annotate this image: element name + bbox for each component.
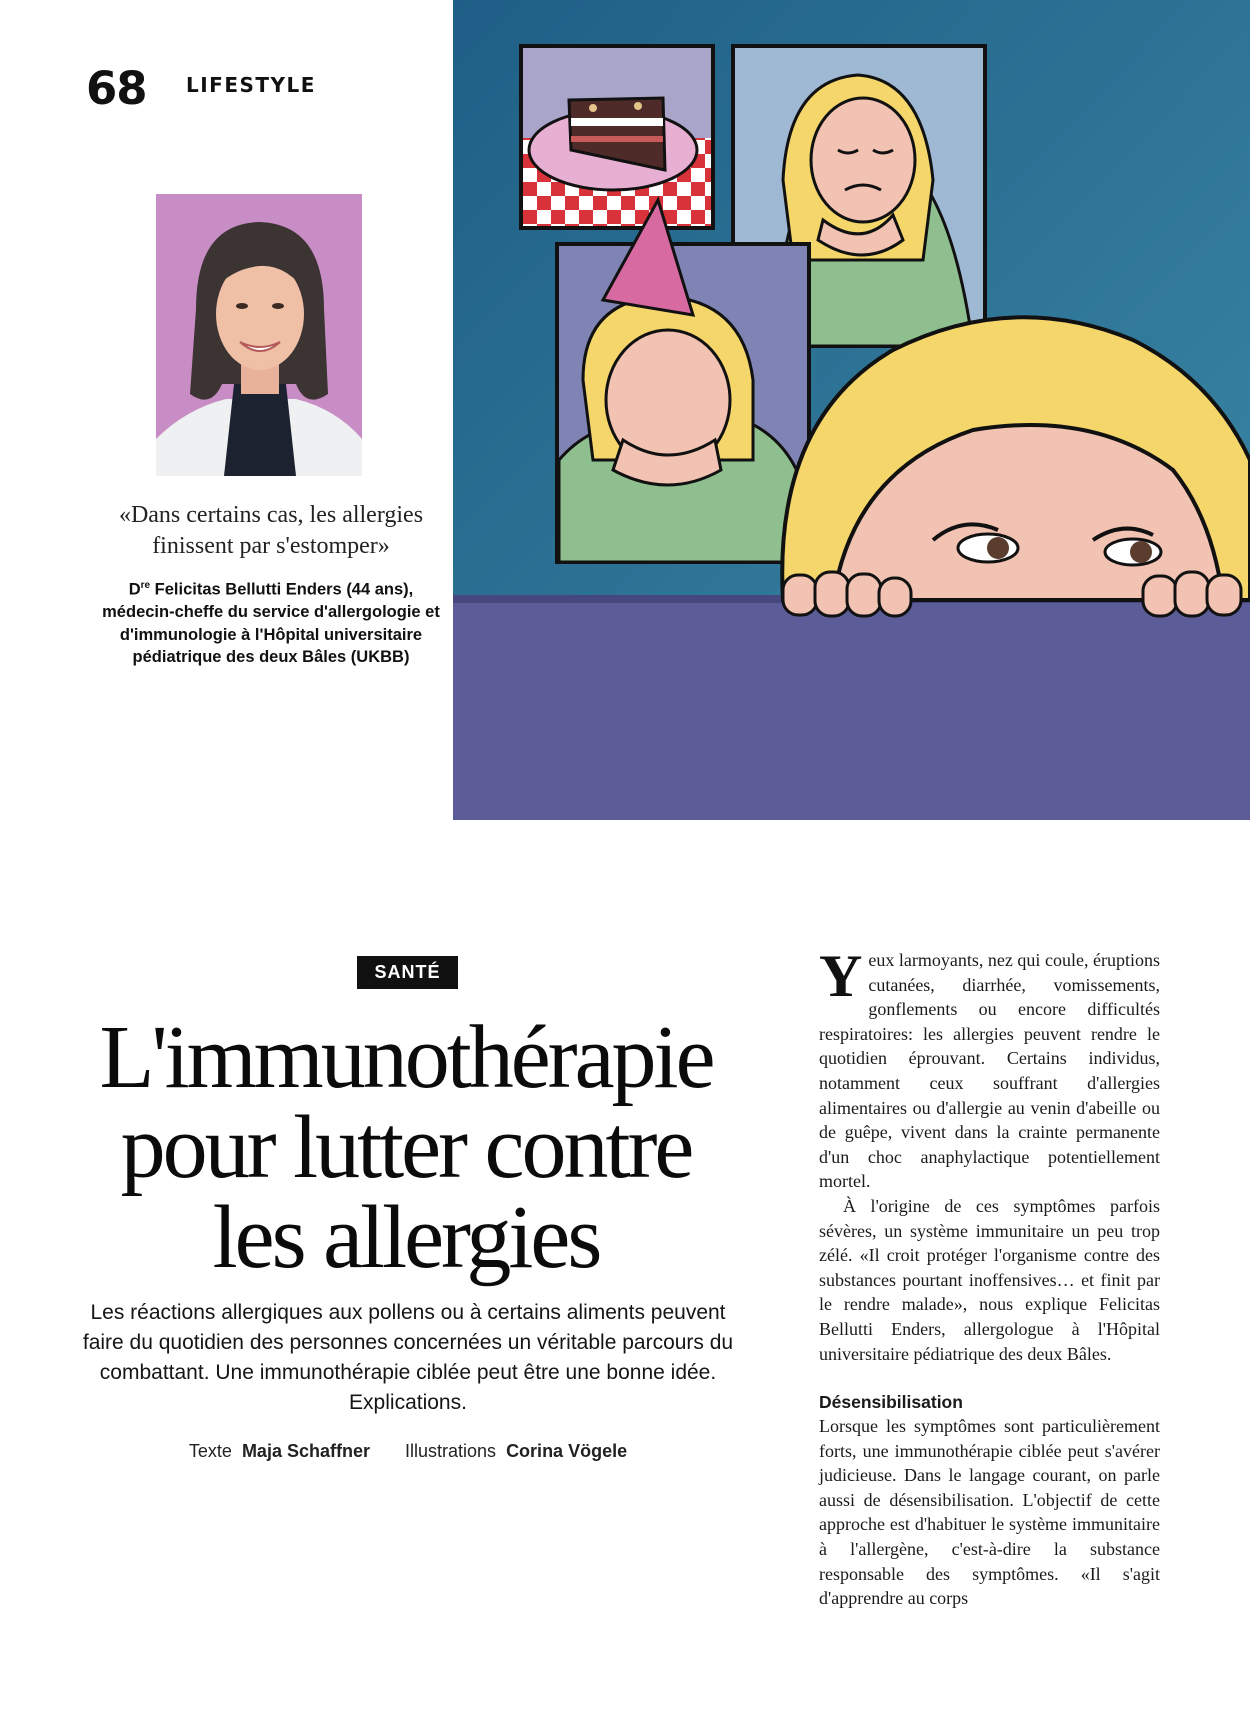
pull-quote: «Dans certains cas, les allergies finissent par s'estomper» [118,502,424,559]
category-tag: SANTÉ [357,956,458,989]
drop-cap: Y [819,943,863,1009]
quote-attribution [96,575,446,669]
credit-text-author: Maja Schaffner [241,1441,370,1461]
credit-illus-author: Corina Vögele [506,1441,628,1461]
name-rest: Felicitas Bellutti Enders (44 ans), médecin-cheffe du service d'allergologie et d'immunologie à l'Hôpital universitaire pédiatrique des deux Bâles (UKBB) [102,580,440,666]
headline: L'immunothérapie pour lutter contre les allergies [99,1008,713,1287]
credit-text-label: Texte [188,1441,232,1461]
paragraph-3: Lorsque les symptômes sont particulièrement forts, une immunothérapie ciblée peut s'avérer judicieuse. Dans le langage courant, on parle aussi de désensibilisation. L'objectif de cette approche est d'habituer le système immunitaire à l'allergène, c'est-à-dire la substance responsable des symptômes. «Il s'agit d'apprendre au corps [819,1416,1160,1609]
article-dek: Les réactions allergiques aux pollens ou à certains aliments peuvent faire du quotidien des personnes concernées un véritable parcours du combattant. Une immunothérapie ciblée peut être une bonne idée. Explications. [82,1301,734,1414]
portrait-photo [156,194,362,476]
credit-illus-label: Illustrations [405,1441,497,1461]
page-number: 68 [86,62,147,115]
paragraph-2: À l'origine de ces symptômes parfois sévères, un système immunitaire un peu trop zélé. «Il croit protéger l'organisme contre des substances pourtant inoffensives… et finit par le rendre malade», nous explique Felicitas Bellutti Enders, allergologue à l'Hôpital universitaire pédiatrique des deux Bâles. [819,1195,1160,1364]
name-sup: re [140,580,151,591]
cake-panel [521,46,713,228]
party-girl-panel [557,200,809,562]
article-body [819,943,1160,1611]
section-label: LIFESTYLE [186,73,316,97]
subheading: Désensibilisation [819,1392,963,1413]
name-prefix: D [128,580,141,599]
article-illustration [453,0,1250,820]
paragraph-1 [819,943,1160,1194]
paragraph-1-text: eux larmoyants, nez qui coule, éruptions cutanées, diarrhée, vomissements, gonflements ou encore difficultés respiratoires: les allergies peuvent rendre le quotidien éprouvant. Certains individus, notamment ceux souffrant d'allergies alimentaires ou d'allergie au venin d'abeille ou de guêpe, vivent dans la crainte permanente d'un choc anaphylactique potentiellement mortel. [819,950,1160,1192]
credits [80,1441,736,1462]
